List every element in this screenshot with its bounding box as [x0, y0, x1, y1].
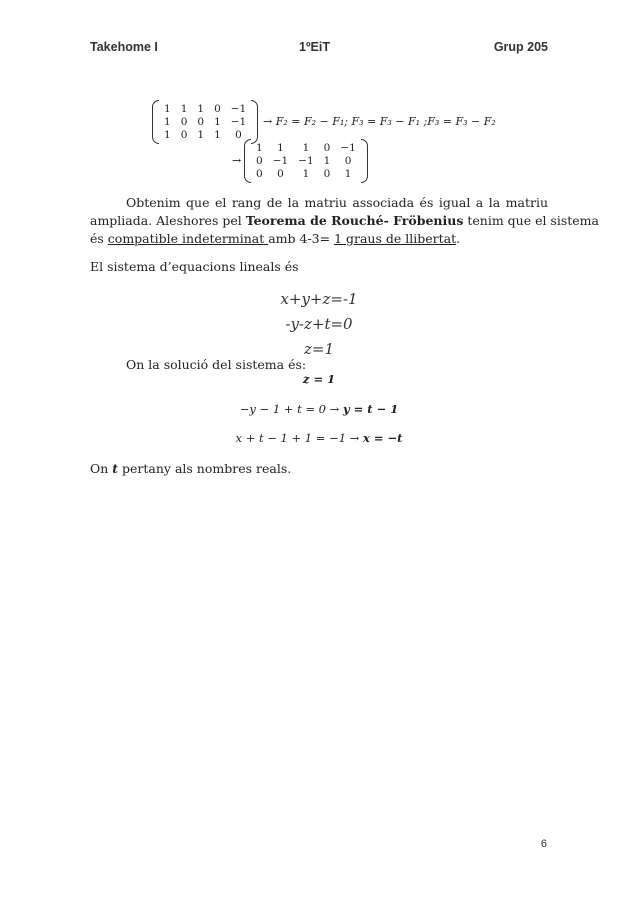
matrix-cell: 1 — [164, 128, 171, 141]
page-number: 6 — [540, 838, 547, 850]
theorem-name: Teorema de Rouché- Fröbenius — [245, 213, 464, 228]
rank-paragraph-line1: Obtenim que el rang de la matriu associada és igual a la matriu — [126, 195, 548, 210]
matrix-cell: 0 — [214, 102, 221, 115]
solution-z: z = 1 — [302, 372, 336, 386]
header-course: 1ºEiT — [299, 40, 330, 54]
system-intro: El sistema d’equacions lineals és — [90, 259, 299, 274]
matrix-cell: 0 — [235, 128, 242, 141]
matrix-cell: 1 — [214, 128, 221, 141]
matrix-cell: 1 — [197, 102, 205, 115]
matrix-cell: 0 — [323, 167, 331, 180]
matrix-body — [251, 142, 361, 181]
header-title: Takehome I — [90, 40, 158, 54]
matrix-cell: −1 — [340, 141, 356, 154]
matrix-cell: 0 — [277, 167, 284, 180]
matrix-cell: −1 — [230, 115, 247, 128]
matrix-row — [159, 129, 251, 142]
equation-1: x+y+z=-1 — [280, 290, 358, 308]
degrees-freedom-text: 1 graus de llibertat — [334, 231, 457, 246]
matrix-cell: 1 — [277, 141, 284, 154]
matrix-cell: 0 — [256, 167, 263, 180]
matrix-cell: 1 — [197, 128, 205, 141]
matrix-cell: 0 — [323, 141, 331, 154]
left-paren — [152, 100, 159, 144]
matrix-cell: 1 — [256, 141, 263, 154]
right-paren — [251, 100, 258, 144]
equation-2: -y-z+t=0 — [285, 315, 353, 333]
augmented-matrix — [152, 100, 258, 144]
matrix-body — [159, 103, 251, 142]
parameter-note: On t pertany als nombres reals. — [90, 461, 292, 476]
parameter-t: t — [112, 461, 119, 476]
matrix-cell: 0 — [197, 115, 205, 128]
matrix-row — [251, 155, 361, 168]
matrix-cell: 0 — [256, 154, 263, 167]
matrix-cell: 1 — [302, 167, 310, 180]
matrix-cell: 1 — [323, 154, 331, 167]
matrix-cell: 0 — [180, 115, 188, 128]
rank-paragraph-line3: és compatible indeterminat amb 4-3= 1 graus de llibertat. — [90, 231, 461, 246]
matrix-cell: −1 — [272, 154, 289, 167]
solution-x: x + t − 1 + 1 = −1 → x = −t — [235, 431, 403, 445]
rank-paragraph-line2: ampliada. Aleshores pel Teorema de Rouché- Fröbenius tenim que el sistema — [90, 213, 599, 228]
solution-intro: On la solució del sistema és: — [126, 357, 307, 372]
equation-3: z=1 — [303, 340, 334, 358]
matrix-row — [159, 103, 251, 116]
matrix-cell: 1 — [164, 102, 171, 115]
arrow: → — [232, 154, 242, 167]
matrix-cell: −1 — [230, 102, 247, 115]
right-paren — [361, 139, 368, 183]
matrix-cell: 1 — [344, 167, 352, 180]
matrix-row — [251, 142, 361, 155]
matrix-cell: 0 — [180, 128, 188, 141]
left-paren — [244, 139, 251, 183]
matrix-cell: 1 — [180, 102, 188, 115]
header-group: Grup 205 — [493, 40, 548, 54]
matrix-row — [159, 116, 251, 129]
matrix-cell: 0 — [344, 154, 352, 167]
matrix-cell: 1 — [302, 141, 310, 154]
matrix-cell: 1 — [214, 115, 221, 128]
compatible-text: compatible indeterminat — [107, 231, 269, 246]
reduced-matrix — [244, 139, 368, 183]
matrix-cell: −1 — [298, 154, 314, 167]
solution-y: −y − 1 + t = 0 → y = t − 1 — [239, 402, 399, 416]
matrix-cell: 1 — [164, 115, 171, 128]
matrix-row — [251, 168, 361, 181]
row-operations: → F₂ = F₂ − F₁; F₃ = F₃ − F₁ ;F₃ = F₃ − F₂ — [263, 115, 496, 128]
